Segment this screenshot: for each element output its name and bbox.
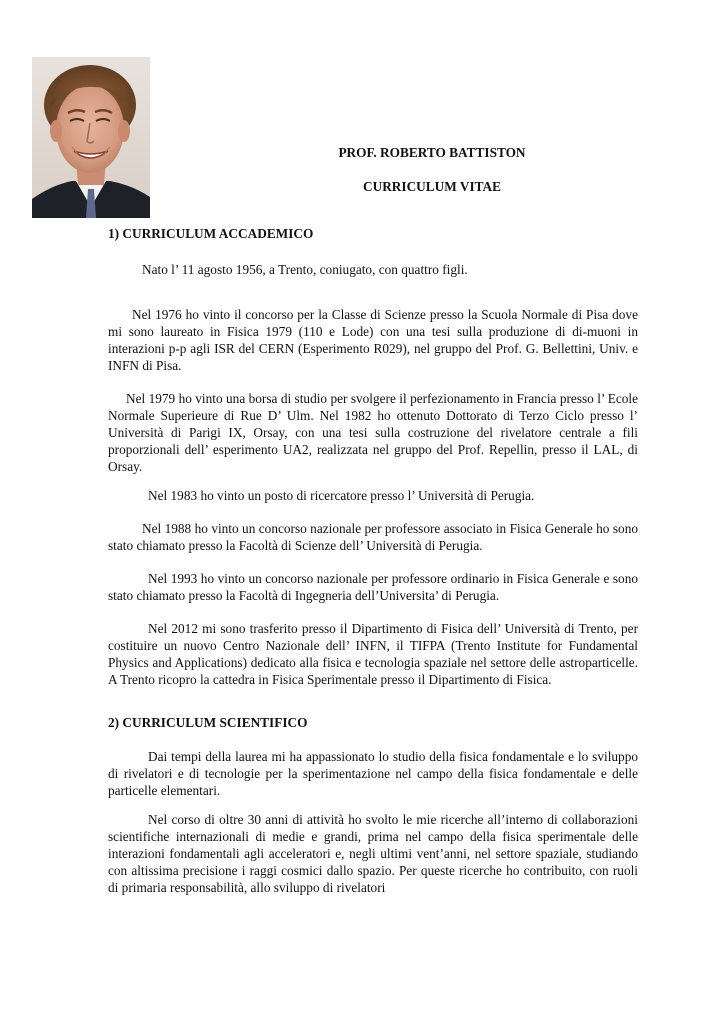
paragraph-1979: Nel 1979 ho vinto una borsa di studio per svolgere il perfezionamento in Francia presso l’ Ecole Normale Superieure di Rue D’ Ulm. Nel 1982 ho ottenuto Dottorato di Terzo Ciclo presso l’ Università di Parigi IX, Orsay, con una tesi sulla costruzione del rivelatore centrale a fili proporzionali dell’ esperimento UA2, realizzata nel gruppo del Prof. Repellin, presso il LAL, di Orsay.: [108, 391, 638, 474]
section-heading-scientific: 2) CURRICULUM SCIENTIFICO: [108, 715, 308, 730]
paragraph-interest: Dai tempi della laurea mi ha appassionato lo studio della fisica fondamentale e lo sviluppo di rivelatori e di tecnologie per la sperimentazione nel campo della fisica fondamentale e delle particelle elementari.: [108, 749, 638, 798]
paragraph-1976: Nel 1976 ho vinto il concorso per la Classe di Scienze presso la Scuola Normale di Pisa dove mi sono laureato in Fisica 1979 (110 e Lode) con una tesi sulla produzione di di-muoni in interazioni p-p agli ISR del CERN (Esperimento R029), nel gruppo del Prof. G. Bellettini, Univ. e INFN di Pisa.: [108, 307, 638, 373]
paragraph-1983: Nel 1983 ho vinto un posto di ricercatore presso l’ Università di Perugia.: [148, 488, 535, 503]
document-title-name: PROF. ROBERTO BATTISTON: [338, 145, 526, 160]
paragraph-research: Nel corso di oltre 30 anni di attività ho svolto le mie ricerche all’interno di collaborazioni scientifiche internazionali di medie e grandi, prima nel campo della fisica sperimentale delle interazioni fondamentali agli acceleratori e, negli ultimi vent’anni, nel settore spaziale, studiando con altissima precisione i raggi cosmici dallo spazio. Per queste ricerche ho contribuito, con ruoli di primaria responsabilità, allo sviluppo di rivelatori: [108, 812, 638, 895]
paragraph-1988: Nel 1988 ho vinto un concorso nazionale per professore associato in Fisica Generale ho sono stato chiamato presso la Facoltà di Scienze dell’ Università di Perugia.: [108, 521, 638, 553]
paragraph-2012: Nel 2012 mi sono trasferito presso il Dipartimento di Fisica dell’ Università di Trento, per costituire un nuovo Centro Nazionale dell’ INFN, il TIFPA (Trento Institute for Fundamental Physics and Applications) dedicato alla fisica e tecnologia spaziale nel settore delle astroparticelle. A Trento ricopro la cattedra in Fisica Sperimentale presso il Dipartimento di Fisica.: [108, 621, 638, 687]
paragraph-1993: Nel 1993 ho vinto un concorso nazionale per professore ordinario in Fisica Generale e sono stato chiamato presso la Facoltà di Ingegneria dell’Universita’ di Perugia.: [108, 571, 638, 603]
document-title-cv: CURRICULUM VITAE: [362, 179, 502, 194]
section-heading-academic: 1) CURRICULUM ACCADEMICO: [108, 226, 314, 241]
paragraph-birth: Nato l’ 11 agosto 1956, a Trento, coniugato, con quattro figli.: [142, 262, 468, 277]
